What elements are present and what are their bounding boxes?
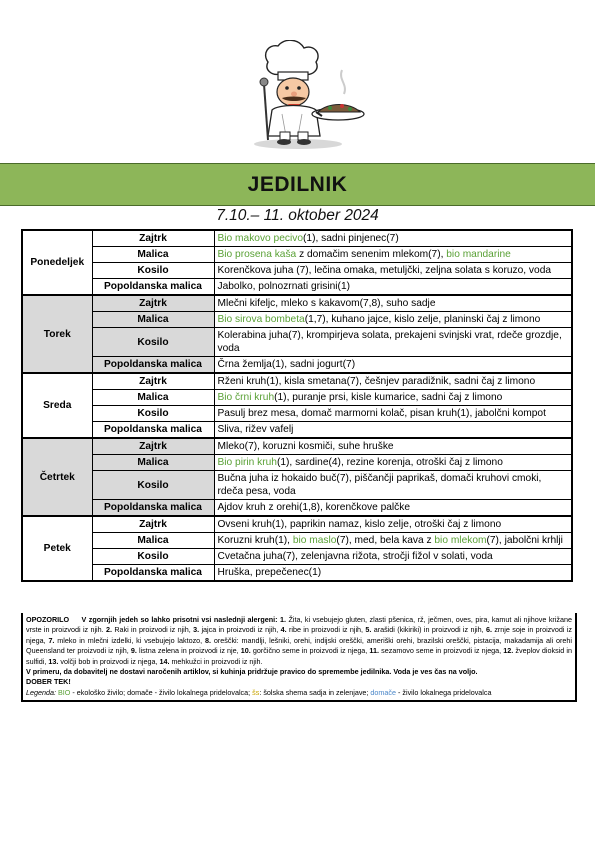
- meal-items: Črna žemlja(1), sadni jogurt(7): [214, 357, 572, 374]
- legend: Legenda: BIO - ekološko živilo; domače - živilo lokalnega pridelovalca; šs: šolska shema sadja in zelenjave; domače - živilo lokalnega pridelovalca: [26, 687, 492, 697]
- day-group: [22, 516, 572, 581]
- allergen-notes: [21, 613, 577, 702]
- table-row: [22, 516, 572, 533]
- date-range: 7.10.– 11. oktober 2024: [216, 207, 379, 224]
- day-group: [22, 230, 572, 295]
- meal-label: Popoldanska malica: [92, 500, 214, 517]
- day-group: [22, 373, 572, 438]
- meal-items: Sliva, rižev vafelj: [214, 422, 572, 439]
- meal-label: Kosilo: [92, 406, 214, 422]
- meal-items: Ajdov kruh z orehi(1,8), korenčkove palčke: [214, 500, 572, 517]
- meal-items: Korenčkova juha (7), lečina omaka, metuljčki, zeljna solata s koruzo, voda: [214, 263, 572, 279]
- day-name: Ponedeljek: [22, 230, 92, 295]
- meal-label: Zajtrk: [92, 438, 214, 455]
- meal-items: Mleko(7), koruzni kosmiči, suhe hruške: [214, 438, 572, 455]
- table-row: [22, 390, 572, 406]
- bon-appetit: DOBER TEK!: [26, 677, 71, 687]
- table-row: [22, 455, 572, 471]
- meal-items: Pasulj brez mesa, domač marmorni kolač, pisan kruh(1), jabolčni kompot: [214, 406, 572, 422]
- table-row: [22, 279, 572, 296]
- table-row: [22, 438, 572, 455]
- table-row: [22, 373, 572, 390]
- meal-items: Mlečni kifeljc, mleko s kakavom(7,8), suho sadje: [214, 295, 572, 312]
- meal-items: Kolerabina juha(7), krompirjeva solata, prekajeni svinjski vrat, rdeče grozdje, voda: [214, 328, 572, 357]
- meal-label: Kosilo: [92, 328, 214, 357]
- meal-items: Hruška, prepečenec(1): [214, 565, 572, 582]
- table-row: [22, 357, 572, 374]
- page-title: JEDILNIK: [247, 172, 348, 196]
- table-row: [22, 565, 572, 582]
- meal-label: Malica: [92, 455, 214, 471]
- meal-label: Kosilo: [92, 263, 214, 279]
- table-row: [22, 312, 572, 328]
- meal-items: Bio črni kruh(1), puranje prsi, kisle kumarice, sadni čaj z limono: [214, 390, 572, 406]
- day-group: [22, 295, 572, 373]
- meal-label: Kosilo: [92, 549, 214, 565]
- meal-label: Popoldanska malica: [92, 422, 214, 439]
- meal-label: Zajtrk: [92, 516, 214, 533]
- table-row: [22, 471, 572, 500]
- meal-label: Popoldanska malica: [92, 279, 214, 296]
- chef-illustration-icon: [238, 40, 368, 152]
- table-row: [22, 406, 572, 422]
- menu-table: [21, 229, 573, 582]
- meal-items: Bučna juha iz hokaido buč(7), piščančji paprikaš, domači kruhovi cmoki, rdeča pesa, voda: [214, 471, 572, 500]
- meal-label: Zajtrk: [92, 373, 214, 390]
- day-name: Četrtek: [22, 438, 92, 516]
- day-group: [22, 438, 572, 516]
- meal-label: Popoldanska malica: [92, 565, 214, 582]
- title-banner: [0, 163, 595, 206]
- allergen-text: V zgornjih jedeh so lahko prisotni vsi naslednji alergeni: 1. Žita, ki vsebujejo gluten, zlasti pšenica, rž, ječmen, oves, pira, kamut ali njihove križane vrste in proizvodi iz njih. 2. Raki in proizvodi iz njih, 3. jajca in proizvodi iz njih, 4. ribe in proizvodi iz njih, 5. arašidi (kikiriki) in proizvodi iz njih, 6. zrnje soje in proizvodi iz njega, 7. mleko in mlečni izdelki, ki vsebujejo laktozo, 8. oreščki: mandlji, lešniki, orehi, indijski oreščki, ameriški orehi, brazilski oreščki, pistacija, makadamija ali orehi Queensland ter proizvodi iz njih, 9. listna zelena in proizvodi iz nje, 10. gorčično seme in proizvodi iz njega, 11. sezamovo seme in proizvodi iz njega, 12. žveplov dioksid in sulfidi, 13. volčji bob in proizvodi iz njega, 14. mehkužci in proizvodi iz njih.: [26, 615, 572, 666]
- meal-items: Bio prosena kaša z domačim senenim mlekom(7), bio mandarine: [214, 247, 572, 263]
- meal-label: Malica: [92, 247, 214, 263]
- table-row: [22, 230, 572, 247]
- meal-items: Ovseni kruh(1), paprikin namaz, kislo zelje, otroški čaj z limono: [214, 516, 572, 533]
- table-row: [22, 247, 572, 263]
- table-row: [22, 295, 572, 312]
- table-row: [22, 328, 572, 357]
- day-name: Torek: [22, 295, 92, 373]
- meal-label: Malica: [92, 312, 214, 328]
- table-row: [22, 263, 572, 279]
- table-row: [22, 549, 572, 565]
- table-row: [22, 533, 572, 549]
- meal-label: Malica: [92, 390, 214, 406]
- meal-items: Bio sirova bombeta(1,7), kuhano jajce, kislo zelje, planinski čaj z limono: [214, 312, 572, 328]
- meal-items: Jabolko, polnozrnati grisini(1): [214, 279, 572, 296]
- table-row: [22, 500, 572, 517]
- table-row: [22, 422, 572, 439]
- meal-label: Zajtrk: [92, 295, 214, 312]
- meal-items: Cvetačna juha(7), zelenjavna rižota, stročji fižol v solati, voda: [214, 549, 572, 565]
- meal-label: Malica: [92, 533, 214, 549]
- meal-label: Popoldanska malica: [92, 357, 214, 374]
- day-name: Petek: [22, 516, 92, 581]
- meal-items: Koruzni kruh(1), bio maslo(7), med, bela kava z bio mlekom(7), jabolčni krhlji: [214, 533, 572, 549]
- meal-items: Bio pirin kruh(1), sardine(4), rezine korenja, otroški čaj z limono: [214, 455, 572, 471]
- meal-items: Bio makovo pecivo(1), sadni pinjenec(7): [214, 230, 572, 247]
- day-name: Sreda: [22, 373, 92, 438]
- meal-items: Rženi kruh(1), kisla smetana(7), češnjev paradižnik, sadni čaj z limono: [214, 373, 572, 390]
- warning-label: OPOZORILO: [26, 615, 70, 624]
- meal-label: Kosilo: [92, 471, 214, 500]
- meal-label: Zajtrk: [92, 230, 214, 247]
- supply-notice: V primeru, da dobavitelj ne dostavi naročenih artiklov, si kuhinja pridržuje pravico do spremembe jedilnika. Voda je ves čas na voljo.: [26, 667, 478, 677]
